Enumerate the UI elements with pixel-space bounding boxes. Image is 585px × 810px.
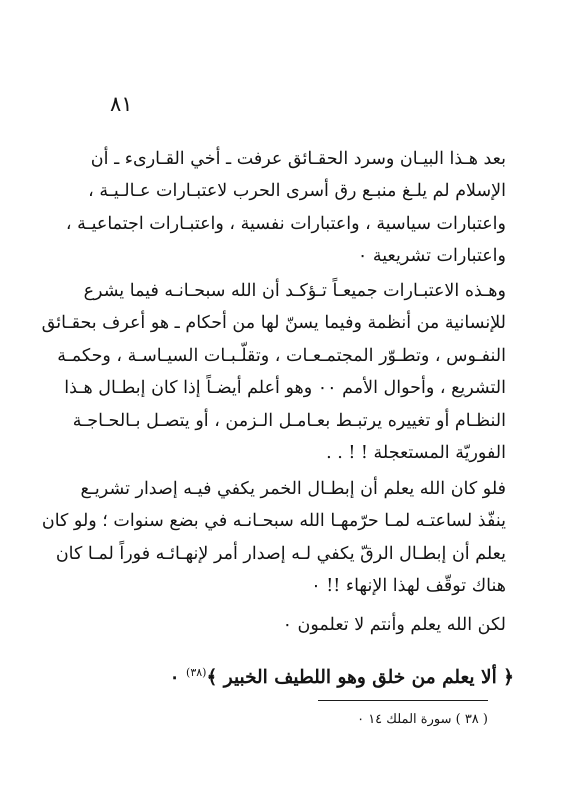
- paragraph-3: [41, 473, 506, 603]
- paragraph-line: ينفّذ لساعتـه لمـا حرّمهـا الله سبحـانـه في بضع سنوات ؛ ولو كان: [41, 511, 506, 532]
- paragraph-line: واعتبارات سياسية ، واعتبارات نفسية ، واعتبـارات اجتماعيـة ،: [65, 213, 506, 234]
- footnote: ( ٣٨ ) سورة الملك ١٤ ٠: [357, 712, 488, 727]
- verse-text: ﴿ ألا يعلم من خلق وهو اللطيف الخبير ﴾: [206, 667, 514, 689]
- closing-line: [96, 609, 506, 641]
- quran-verse: [110, 657, 514, 694]
- paragraph-line: وهـذه الاعتبـارات جميعـاً تـؤكـد أن الله سبحـانـه فيما يشرع: [83, 281, 506, 301]
- paragraph-line: واعتبارات تشريعية ٠: [357, 246, 506, 267]
- paragraph-line: الإسلام لم يلـغ منبـع رق أسرى الحرب لاعتبـارات عـالـيـة ،: [88, 181, 506, 202]
- paragraph-line: هناك توقّف لهذا الإنهاء !! ٠: [311, 576, 506, 597]
- paragraph-line: يعلم أن إبطـال الرقّ يكفي لـه إصدار أمر لإنهـائـه فوراً لمـا كان: [55, 543, 506, 564]
- paragraph-line: بعد هـذا البيـان وسرد الحقـائق عرفت ـ أخي القـارىء ـ أن: [90, 149, 506, 169]
- paragraph-1: [65, 143, 506, 273]
- verse-reference-number: (٣٨): [186, 666, 207, 679]
- paragraph-2: [41, 275, 506, 469]
- footnote-separator: [318, 700, 488, 701]
- paragraph-line: للإنسانية من أنظمة وفيما يسنّ لها من أحكام ـ هو أعرف بحقـائق: [41, 313, 506, 334]
- paragraph-line: الفوريّة المستعجلة ! ! . .: [326, 443, 506, 464]
- paragraph-line: فلو كان الله يعلم أن إبطـال الخمر يكفي فيـه إصدار تشريـع: [80, 479, 506, 499]
- paragraph-line: التشريع ، وأحوال الأمم ٠٠ وهو أعلم أيضـاً إذا كان إبطـال هـذا: [64, 378, 506, 399]
- verse-end-mark: ٠: [169, 667, 187, 689]
- closing-text: لكن الله يعلم وأنتم لا تعلمون ٠: [282, 615, 506, 635]
- paragraph-line: النفـوس ، وتطـوّر المجتمـعـات ، وتقلّـبـات السيـاسـة ، وحكمـة: [57, 345, 506, 366]
- paragraph-line: النظـام أو تغييره يرتبـط بعـامـل الـزمن ، أو يتصـل بـالحـاجـة: [72, 410, 506, 431]
- page-number: ٨١: [110, 92, 133, 116]
